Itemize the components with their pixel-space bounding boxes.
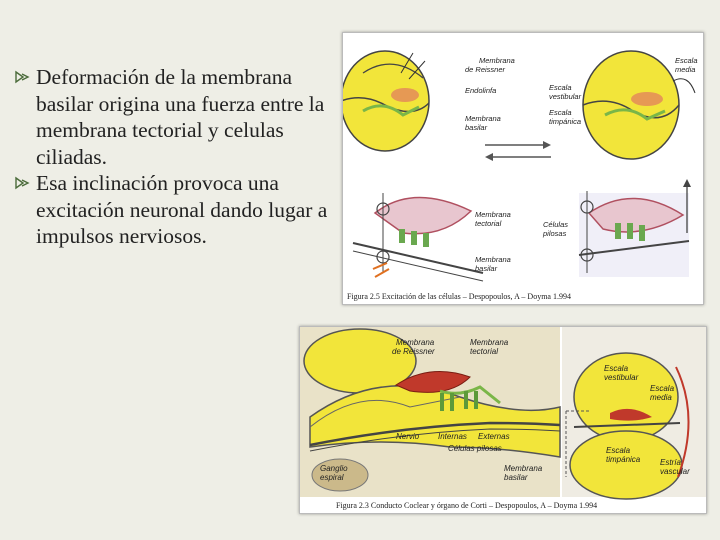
- label-escala-vestibular-1: Escala: [549, 83, 572, 92]
- label-reissner-1: Membrana: [479, 56, 515, 65]
- figure-cell-excitation: [342, 32, 704, 305]
- figure-cochlear-duct-drawing: [300, 327, 706, 513]
- label-celulas-pilosas-1: Células: [543, 220, 569, 229]
- label-escala-timpanica-2: timpánica: [549, 117, 582, 126]
- figure2-caption: Figura 2.3 Conducto Coclear y órgano de Corti – Despopoulos, A – Doyma 1.994: [336, 501, 598, 510]
- label-escala-media-2: media: [675, 65, 696, 74]
- figure-cell-excitation-drawing: [343, 33, 703, 304]
- bullet-arrow-icon: [14, 69, 30, 85]
- figure1-caption: Figura 2.5 Excitación de las células – Despopoulos, A – Doyma 1.994: [347, 292, 571, 301]
- label-internas: Internas: [438, 432, 467, 441]
- label-escala-vestibular-1: Escala: [604, 364, 629, 373]
- label-escala-timpanica-1: Escala: [549, 108, 572, 117]
- label-escala-media-1: Escala: [650, 384, 675, 393]
- label-basilar-2: basilar: [504, 473, 528, 482]
- label-basilar-top-2: basilar: [465, 123, 488, 132]
- corti-right-illustration: [579, 179, 691, 277]
- label-escala-media-2: media: [650, 393, 672, 402]
- bullet-text: Esa inclinación provoca una excitación neuronal dando lugar a impulsos nerviosos.: [36, 171, 328, 248]
- label-basilar-top-1: Membrana: [465, 114, 501, 123]
- label-nervio: Nervio: [396, 432, 420, 441]
- label-externas: Externas: [478, 432, 510, 441]
- corti-left-illustration: [353, 193, 483, 281]
- bullet-item: [14, 64, 334, 170]
- bullet-item: [14, 170, 334, 250]
- label-basilar-1: Membrana: [504, 464, 543, 473]
- label-estria-2: vascular: [660, 467, 690, 476]
- bullet-text: Deformación de la membrana basilar origina una fuerza entre la membrana tectorial y celulas ciliadas.: [36, 65, 325, 169]
- label-basilar-bottom-1: Membrana: [475, 255, 511, 264]
- label-tectorial-1: Membrana: [470, 338, 509, 347]
- cochlea-left-illustration: [343, 51, 429, 151]
- label-tectorial-2: tectorial: [475, 219, 502, 228]
- label-reissner-2: de Reissner: [465, 65, 506, 74]
- label-celulas-pilosas: Células pilosas: [448, 444, 502, 453]
- equilibrium-arrows-icon: [485, 141, 551, 161]
- label-reissner-1: Membrana: [396, 338, 435, 347]
- label-ganglio-2: espiral: [320, 473, 344, 482]
- label-ganglio-1: Ganglio: [320, 464, 348, 473]
- bullet-list: [14, 64, 334, 250]
- label-endolinfa: Endolinfa: [465, 86, 497, 95]
- label-escala-vestibular-2: vestibular: [604, 373, 639, 382]
- bullet-arrow-icon: [14, 175, 30, 191]
- label-estria-1: Estría: [660, 458, 681, 467]
- label-tectorial-1: Membrana: [475, 210, 511, 219]
- label-reissner-2: de Reissner: [392, 347, 435, 356]
- label-basilar-bottom-2: basilar: [475, 264, 498, 273]
- label-escala-timpanica-2: timpánica: [606, 455, 641, 464]
- label-tectorial-2: tectorial: [470, 347, 499, 356]
- label-escala-media-1: Escala: [675, 56, 698, 65]
- label-escala-timpanica-1: Escala: [606, 446, 631, 455]
- figure-cochlear-duct: [299, 326, 707, 514]
- label-celulas-pilosas-2: pilosas: [543, 229, 567, 238]
- label-escala-vestibular-2: vestibular: [549, 92, 582, 101]
